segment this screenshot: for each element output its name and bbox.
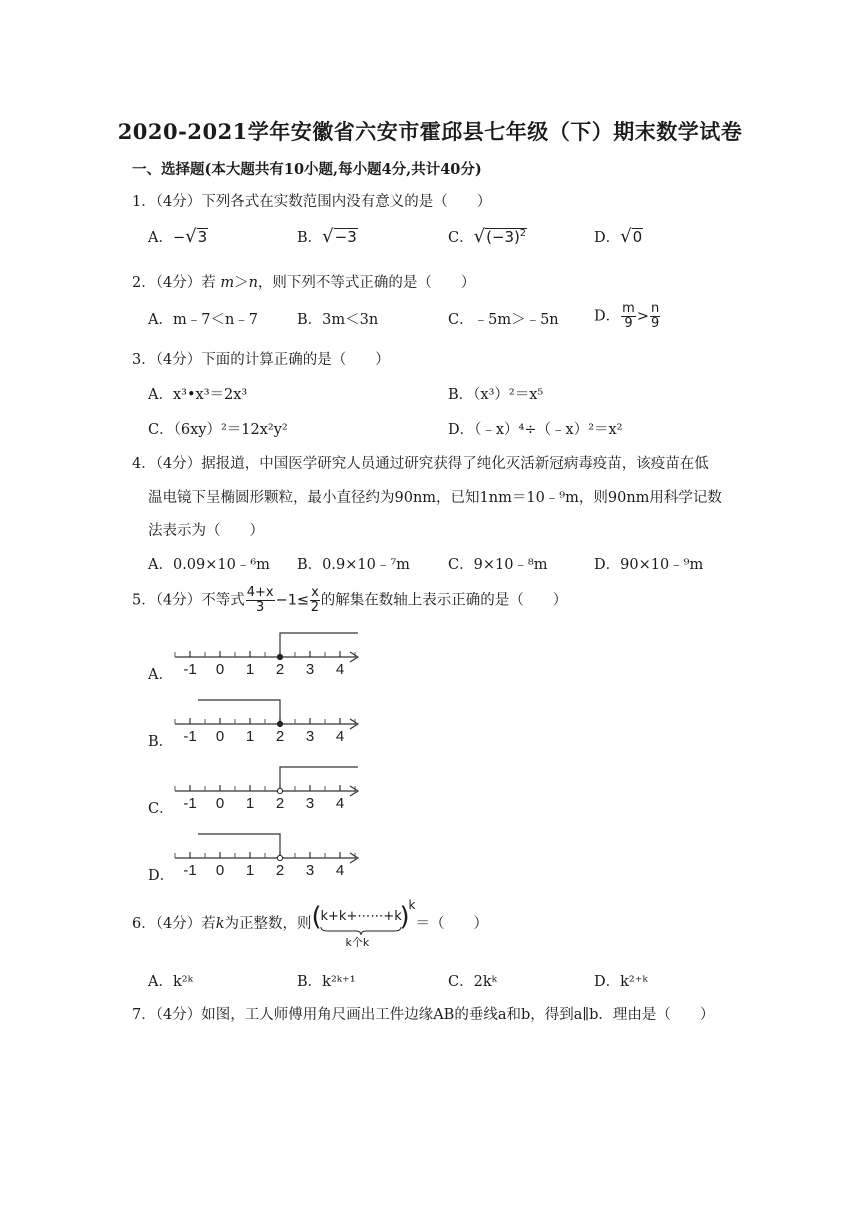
hollow-point <box>277 855 282 860</box>
tick-label: 1 <box>245 661 255 678</box>
q3-option-b[interactable]: B．（x³）²＝x⁵ <box>448 387 544 403</box>
hollow-point <box>277 788 282 793</box>
q6-option-d[interactable]: D．k²⁺ᵏ <box>594 974 648 990</box>
solution-bracket <box>198 834 280 858</box>
exam-title: 2020-2021学年安徽省六安市霍邱县七年级（下）期末数学试卷 <box>117 119 743 144</box>
question-4-line-2: 温电镜下呈椭圆形颗粒，最小直径约为90nm，已知1nm＝10﹣⁹m，则90nm用科学记数 <box>148 490 722 506</box>
tick-label: 1 <box>245 728 255 745</box>
tick-label: -1 <box>183 728 197 745</box>
tick-label: 2 <box>275 795 285 812</box>
q6-option-c[interactable]: C．2kᵏ <box>448 974 497 990</box>
tick-label: 4 <box>335 795 345 812</box>
tick-label: 2 <box>275 862 285 879</box>
question-6-stem: 6．（4分）若k为正整数，则 ( k+k+⋯⋯+k ) k k个k ＝（ ） <box>132 898 488 949</box>
number-line-a[interactable] <box>170 630 370 680</box>
question-7-stem: 7．（4分）如图，工人师傅用角尺画出工件边缘AB的垂线a和b，得到a∥b．理由是（ ） <box>132 1007 715 1023</box>
tick-label: 4 <box>335 661 345 678</box>
q2-option-a[interactable]: A．m﹣7＜n﹣7 <box>148 312 259 328</box>
tick-label: 2 <box>275 661 285 678</box>
section-heading: 一、选择题(本大题共有10小题,每小题4分,共计40分) <box>132 161 482 178</box>
solution-bracket <box>280 767 358 791</box>
question-3-stem: 3．（4分）下面的计算正确的是（ ） <box>132 352 390 368</box>
tick-label: 0 <box>215 728 225 745</box>
solid-point <box>277 654 282 659</box>
q1-option-b[interactable]: B． √ −3 <box>297 226 357 247</box>
q4-option-a[interactable]: A．0.09×10﹣⁶m <box>148 557 270 573</box>
question-4-line-3: 法表示为（ ） <box>148 523 264 539</box>
question-4-line-1: 4．（4分）据报道，中国医学研究人员通过研究获得了纯化灭活新冠病毒疫苗，该疫苗在低 <box>132 456 709 472</box>
number-line-b[interactable] <box>170 697 370 747</box>
q4-option-c[interactable]: C．9×10﹣⁸m <box>448 557 548 573</box>
tick-label: 0 <box>215 795 225 812</box>
tick-label: 0 <box>215 661 225 678</box>
number-line-c[interactable] <box>170 764 370 814</box>
tick-label: 1 <box>245 795 255 812</box>
q2-option-d[interactable]: D． $\frac{m}{9}$ > $\frac{n}{9}$ <box>594 301 660 331</box>
q5-option-a-label[interactable]: A． <box>148 667 173 683</box>
tick-label: 3 <box>305 728 315 745</box>
q3-option-d[interactable]: D．（﹣x）⁴÷（﹣x）²＝x² <box>448 422 623 438</box>
q5-option-c-label[interactable]: C． <box>148 801 174 817</box>
tick-label: 4 <box>335 728 345 745</box>
q6-option-b[interactable]: B．k²ᵏ⁺¹ <box>297 974 356 990</box>
q6-option-a[interactable]: A．k²ᵏ <box>148 974 193 990</box>
tick-label: 3 <box>305 862 315 879</box>
tick-label: 2 <box>275 728 285 745</box>
q5-option-b-label[interactable]: B． <box>148 734 174 750</box>
q5-option-d-label[interactable]: D． <box>148 868 175 884</box>
q2-option-b[interactable]: B．3m＜3n <box>297 312 379 328</box>
q2-option-c[interactable]: C．﹣5m＞﹣5n <box>448 312 559 328</box>
tick-label: 0 <box>215 862 225 879</box>
q3-option-c[interactable]: C．（6xy）²＝12x²y² <box>148 422 288 438</box>
tick-label: 4 <box>335 862 345 879</box>
tick-label: -1 <box>183 661 197 678</box>
question-5-stem: 5．（4分）不等式 $\frac{4+x}{3}$ −1≤ $\frac{x}{2}$ 的解集在数轴上表示正确的是（ ） <box>132 585 568 615</box>
solution-bracket <box>198 700 280 724</box>
q1-option-d[interactable]: D． √ 0 <box>594 226 643 247</box>
tick-label: 3 <box>305 795 315 812</box>
brace-expression: ( k+k+⋯⋯+k ) k k个k <box>311 898 416 949</box>
q4-option-b[interactable]: B．0.9×10﹣⁷m <box>297 557 410 573</box>
tick-label: -1 <box>183 862 197 879</box>
tick-label: 1 <box>245 862 255 879</box>
q3-option-a[interactable]: A．x³•x³＝2x³ <box>148 387 248 403</box>
question-2-stem: 2．（4分）若 m＞n，则下列不等式正确的是（ ） <box>132 275 476 291</box>
solution-bracket <box>280 633 358 657</box>
q4-option-d[interactable]: D．90×10﹣⁹m <box>594 557 704 573</box>
q1-option-c[interactable]: C． √ $(-3)^2$ <box>448 226 526 247</box>
tick-label: -1 <box>183 795 197 812</box>
tick-label: 3 <box>305 661 315 678</box>
q1-option-a[interactable]: A． − √ 3 <box>148 226 208 247</box>
question-1-stem: 1．（4分）下列各式在实数范围内没有意义的是（ ） <box>132 194 492 210</box>
number-line-d[interactable] <box>170 831 370 881</box>
solid-point <box>277 721 282 726</box>
